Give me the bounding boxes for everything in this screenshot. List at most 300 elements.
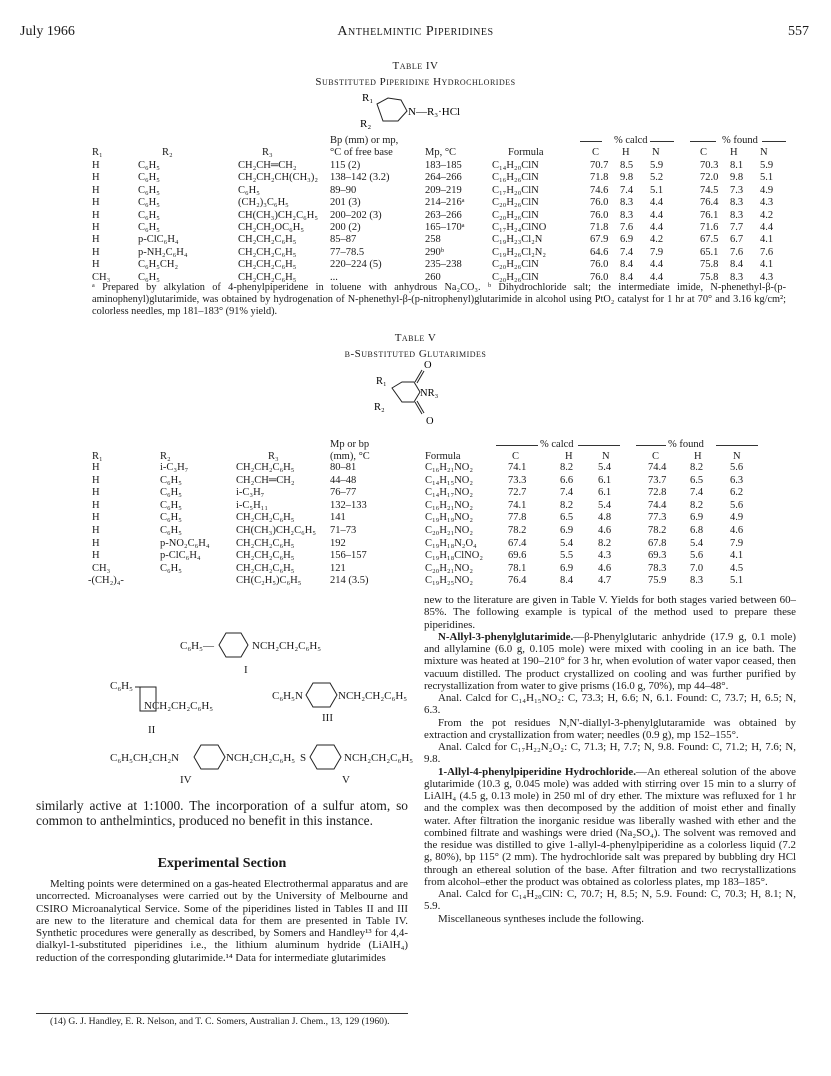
t5-hdr-r3: R₃ <box>268 451 279 462</box>
experimental-heading: Experimental Section <box>157 856 287 871</box>
table4-title: Substituted Piperidine Hydrochlorides <box>315 76 516 88</box>
page-number: 557 <box>788 24 809 39</box>
struct-IV-label: IV <box>180 774 192 786</box>
table5-cell: 4.3 <box>598 550 612 562</box>
table4-cell: CH₂CH₂C₆H₅ <box>238 259 297 271</box>
table4-cell: 258 <box>425 234 441 246</box>
table5-row <box>0 500 831 512</box>
table5-row <box>0 512 831 524</box>
table5-cell: CH(C₂H₅)C₆H₅ <box>236 575 302 587</box>
table4-cell: 7.4 <box>620 184 634 196</box>
table5-cell: 4.6 <box>730 525 744 536</box>
table4-cell: H <box>92 197 100 209</box>
table5-cell: 78.1 <box>508 562 527 574</box>
table4-cell: 4.4 <box>650 209 664 221</box>
table5-cell: p-ClC₆H₄ <box>160 550 201 562</box>
table4-cell: 8.3 <box>620 209 634 221</box>
table5-cell: H <box>92 525 100 536</box>
t4-hdr-c: C <box>592 147 600 158</box>
table4-cell: 8.4 <box>620 259 634 271</box>
table5-cell: CH₃ <box>92 562 111 574</box>
table4-cell: 7.6 <box>760 246 774 258</box>
table4-row <box>0 247 831 259</box>
table4-cell: C₁₆H₂₆ClN <box>492 172 539 184</box>
table4-cell: H <box>92 222 100 233</box>
table4-cell: CH₃ <box>92 271 111 283</box>
t4-hdr-r1: R₁ <box>92 147 103 158</box>
right-para-8: Miscellaneous syntheses include the following. <box>438 912 644 925</box>
table4-cell: 67.5 <box>700 234 719 246</box>
table4-cell: 235–238 <box>425 259 462 271</box>
table4-cell: 9.8 <box>620 172 634 184</box>
table4-cell: 7.7 <box>730 222 744 233</box>
t5-hdr-h2: H <box>694 451 702 462</box>
table5-cell: C₁₆H₂₁NO₂ <box>425 462 474 473</box>
t4-struct-r2: R₂ <box>360 118 372 130</box>
table4-cell: 8.4 <box>620 271 634 283</box>
table4-cell: CH₂CH₂CH(CH₃)₂ <box>238 172 318 184</box>
table5-cell: 44–48 <box>330 474 357 486</box>
table5-cell: C₁₉H₁₈ClNO₂ <box>425 550 483 562</box>
table5-cell: 74.4 <box>648 462 667 473</box>
table5-cell: 156–157 <box>330 550 367 562</box>
table5-cell: 78.3 <box>648 562 667 574</box>
t4-hdr-found: % found <box>722 135 758 146</box>
right-column <box>424 594 796 925</box>
table4-cell: C₂₀H₂₆ClN <box>492 209 539 221</box>
table4-cell: 7.6 <box>730 246 744 258</box>
table5-cell: 8.2 <box>560 499 574 511</box>
table5-cell: 78.2 <box>648 525 667 536</box>
table4-cell: C₆H₅ <box>138 197 160 209</box>
table4-cell: 5.2 <box>650 172 664 184</box>
table4-body <box>0 160 831 285</box>
table4-cell: C₆H₅ <box>238 184 260 196</box>
t4-hdr-h: H <box>622 147 630 158</box>
table5-cell: C₂₀H₂₁NO₂ <box>425 525 474 536</box>
table5-cell: 5.4 <box>598 462 612 473</box>
table5-cell: 72.7 <box>508 487 527 499</box>
table5-cell: H <box>92 487 100 499</box>
table5-cell: 7.4 <box>690 487 704 499</box>
table4-cell: C₆H₅ <box>138 184 160 196</box>
table4-cell: CH₂CH₂OC₆H₅ <box>238 222 304 233</box>
table4-cell: C₁₇H₂₀ClN <box>492 184 539 196</box>
table5-cell: C₆H₅ <box>160 562 182 574</box>
table4-cell: H <box>92 234 100 246</box>
table4-cell: 64.6 <box>590 246 609 258</box>
table5-cell: p-NO₂C₆H₄ <box>160 537 210 549</box>
t5-struct-r1: R₁ <box>376 376 387 387</box>
table5-cell: 6.1 <box>598 487 612 499</box>
t5-hdr-n2: N <box>733 451 741 462</box>
left-para-text: similarly active at 1:1000. The incorporation of a sulfur atom, so common to anthelmintics, produced no benefit in this instance. <box>36 798 408 829</box>
table4-cell: 4.4 <box>650 197 664 209</box>
table5-row <box>0 575 831 587</box>
table4-cell: 75.8 <box>700 259 719 271</box>
synthesis-heading-glutarimide: N-Allyl-3-phenylglutarimide. <box>438 630 574 643</box>
table4-cell: 8.3 <box>730 197 744 209</box>
table4-cell: p-ClC₆H₄ <box>138 234 179 246</box>
experimental-text: Melting points were determined on a gas-heated Electrothermal apparatus and are uncorrected. Microanalyses were carried out by the University of Melbourne and CSIRO Microanalytical Service. Some of the piperidines listed in Tables II and III are new to the literature and chemical data for them are presented in Table IV. Synthetic procedures were generally as described, by Somers and Handley¹³ for 4,4-dialkyl-1-substituted piperidines i.e., the lithium aluminum hydride (LiAlH₄) reduction of the corresponding glutarimide.¹⁴ Data for intermediate glutarimides <box>36 878 408 964</box>
t5-hdr-h: H <box>565 451 573 462</box>
table4-cell: 263–266 <box>425 209 462 221</box>
table5-cell: C₁₆H₂₁NO₂ <box>425 499 474 511</box>
table5-cell: i-C₅H₁₁ <box>236 499 268 511</box>
table5-cell: 4.8 <box>598 512 612 524</box>
t5-hdr-c2: C <box>652 451 660 462</box>
struct-V-left: S <box>300 752 307 764</box>
struct-III-left: C₆H₅N <box>272 690 303 702</box>
table4-footnote: ᵃ Prepared by alkylation of 4-phenylpiperidene in toluene with anhydrous Na₂CO₃. ᵇ Dihydrochloride salt; the intermediate imide, N-phenethyl-β-(p-aminophenyl)glutarimide, was obtained by hydrogenation of N-phenethyl-β-(p-nitrophenyl)glutarimide in alcohol using PtO₂ catalyst for 1 hr at 70° and 3.16 kg/cm²; colorless needles, mp 181–183° (91% yield). <box>92 282 786 318</box>
table5-cell: 72.8 <box>648 487 667 499</box>
table4-cell: H <box>92 172 100 184</box>
struct-I-left: C₆H₅— <box>180 640 214 652</box>
table4-cell: 220–224 (5) <box>330 259 382 271</box>
table4-cell: 200 (2) <box>330 222 361 233</box>
table5-cell: H <box>92 550 100 562</box>
table4-cell: 76.0 <box>590 271 609 283</box>
table4-cell: C₁₉H₂₆Cl₂N₂ <box>492 246 547 258</box>
table5-cell: 5.6 <box>730 462 744 473</box>
table4-cell: 8.3 <box>730 271 744 283</box>
table4-cell: 115 (2) <box>330 160 361 171</box>
running-header-date: July 1966 <box>20 24 75 39</box>
table5-cell: 5.1 <box>730 575 744 587</box>
t4-struct-n: N—R₃·HCl <box>408 106 461 118</box>
table4-cell: C₆H₅ <box>138 160 160 171</box>
table5-cell: CH₂CH₂C₆H₅ <box>236 562 295 574</box>
table4-cell: 4.4 <box>650 271 664 283</box>
table4-cell: 201 (3) <box>330 197 361 209</box>
table5-cell: H <box>92 499 100 511</box>
table4-cell: 9.8 <box>730 172 744 184</box>
table4-row <box>0 185 831 197</box>
table5-cell: C₁₄H₁₇NO₂ <box>425 487 474 499</box>
reference-14 <box>36 1016 408 1028</box>
table5-cell: C₆H₅ <box>160 487 182 499</box>
table4-cell: 89–90 <box>330 184 357 196</box>
table5-cell: H <box>92 512 100 524</box>
t4-hdr-h2: H <box>730 147 738 158</box>
table5-cell: C₁₄H₁₅NO₂ <box>425 474 474 486</box>
table4-cell: 71.8 <box>590 172 609 184</box>
table4-cell: C₁₇H₂₄ClNO <box>492 222 547 233</box>
right-para-3: Anal. Calcd for C₁₄H₁₅NO₂: C, 73.3; H, 6.6; N, 6.1. Found: C, 73.7; H, 6.5; N, 6.3. <box>424 692 796 717</box>
table5-cell: H <box>92 462 100 473</box>
table4-cell: 65.1 <box>700 246 719 258</box>
table4-cell: 6.7 <box>730 234 744 246</box>
t5-hdr-n: N <box>602 451 610 462</box>
table4-cell: 76.0 <box>590 197 609 209</box>
table4-row <box>0 234 831 246</box>
table4-cell: C₁₄H₂₀ClN <box>492 160 539 171</box>
table4-row <box>0 172 831 184</box>
table4-cell: 7.4 <box>620 246 634 258</box>
table4-cell: 6.9 <box>620 234 634 246</box>
running-header-title: Anthelmintic Piperidines <box>337 24 494 39</box>
table4-cell: 4.4 <box>650 222 664 233</box>
t5-hdr-found: % found <box>668 439 704 450</box>
t4-hdr-n: N <box>652 147 660 158</box>
table5-cell: 6.8 <box>690 525 704 536</box>
table4-cell: 74.6 <box>590 184 609 196</box>
table4-cell: 7.3 <box>730 184 744 196</box>
table5-cell: i-C₃H₇ <box>160 462 189 473</box>
table4-cell: 264–266 <box>425 172 462 184</box>
table5-cell: 69.3 <box>648 550 667 562</box>
table4-cell: 4.4 <box>650 259 664 271</box>
table5-cell: 77.3 <box>648 512 667 524</box>
table4-cell: p-NH₂C₆H₄ <box>138 246 188 258</box>
struct-II-label: II <box>148 724 156 736</box>
table5-cell: C₁₉H₂₅NO₂ <box>425 575 474 587</box>
table4-cell: 76.0 <box>590 209 609 221</box>
table4-cell: 7.9 <box>650 246 664 258</box>
table4-cell: 138–142 (3.2) <box>330 172 390 184</box>
table4-cell: 71.8 <box>590 222 609 233</box>
table5-cell: 141 <box>330 512 346 524</box>
table5-cell: 8.2 <box>598 537 612 549</box>
struct-II-right: NCH₂CH₂C₆H₅ <box>144 700 214 712</box>
table5-cell: 6.9 <box>690 512 704 524</box>
table5-cell: 6.2 <box>730 487 744 499</box>
table4-cell: 8.4 <box>730 259 744 271</box>
table5-cell: 214 (3.5) <box>330 575 369 587</box>
table4-cell: 8.3 <box>730 209 744 221</box>
table5-cell: 6.9 <box>560 525 574 536</box>
table4-cell: 8.5 <box>620 160 634 171</box>
table5-cell: 75.9 <box>648 575 667 587</box>
table4-cell: 4.3 <box>760 271 774 283</box>
table5-cell: 6.6 <box>560 474 574 486</box>
struct-V-label: V <box>342 774 350 786</box>
table4-cell: CH₂CH₂C₆H₅ <box>238 246 297 258</box>
struct-V-right: NCH₂CH₂C₆H₅ <box>344 752 414 764</box>
table5-cell: 192 <box>330 537 346 549</box>
table4-row <box>0 197 831 209</box>
thiomorpholine-ring-V <box>304 740 348 774</box>
table5-cell: 4.6 <box>598 562 612 574</box>
table4-cell: CH₂CH═CH₂ <box>238 160 297 171</box>
table4-cell: ... <box>330 271 338 283</box>
table5-cell: 5.6 <box>730 499 744 511</box>
table5-row <box>0 525 831 537</box>
table4-cell: 5.1 <box>650 184 664 196</box>
table4-cell: C₆H₅ <box>138 271 160 283</box>
table5-cell: 4.1 <box>730 550 744 562</box>
right-para-7: Anal. Calcd for C₁₄H₂₀ClN: C, 70.7; H, 8.5; N, 5.9. Found: C, 70.3; H, 8.1; N, 5.9. <box>424 888 796 913</box>
table5-cell: 5.5 <box>560 550 574 562</box>
table4-cell: 8.1 <box>730 160 744 171</box>
right-para-1: new to the literature are given in Table V. Yields for both stages varied between 60–85%. The following example is typical of the method used to prepare these piperidines. <box>424 594 796 631</box>
table5-cell: 77.8 <box>508 512 527 524</box>
table5-cell: 73.7 <box>648 474 667 486</box>
table5-title: β-Substituted Glutarimides <box>344 348 487 360</box>
table5-cell: 5.6 <box>690 550 704 562</box>
table5-cell: 6.1 <box>598 474 612 486</box>
table4-cell: 209–219 <box>425 184 462 196</box>
table5-cell: CH₂CH₂C₆H₅ <box>236 512 295 524</box>
table5-cell: 69.6 <box>508 550 527 562</box>
table5-cell: 8.2 <box>690 462 704 473</box>
experimental-paragraph <box>36 878 408 964</box>
table4-cell: 4.4 <box>760 222 774 233</box>
table5-row <box>0 550 831 562</box>
table4-cell: 71.6 <box>700 222 719 233</box>
table5-cell: 4.6 <box>598 525 612 536</box>
table5-cell: 71–73 <box>330 525 357 536</box>
table4-cell: 77–78.5 <box>330 246 365 258</box>
table5-cell: 7.0 <box>690 562 704 574</box>
table5-cell: 80–81 <box>330 462 357 473</box>
t4-hdr-bp2: °C of free base <box>330 147 393 158</box>
table4-cell: 7.6 <box>620 222 634 233</box>
t5-hdr-calcd: % calcd <box>540 439 574 450</box>
t4-hdr-bp1: Bp (mm) or mp, <box>330 135 399 146</box>
table5-cell: 8.2 <box>690 499 704 511</box>
table4-cell: 70.7 <box>590 160 609 171</box>
table4-cell: 85–87 <box>330 234 357 246</box>
table4-cell: C₆H₅ <box>138 209 160 221</box>
table5-cell: 4.5 <box>730 562 744 574</box>
table5-cell: C₆H₅ <box>160 525 182 536</box>
table5-cell: 6.9 <box>560 562 574 574</box>
table4-cell: 183–185 <box>425 160 462 171</box>
t5-hdr-mp2: (mm), °C <box>330 451 370 462</box>
t4-hdr-c2: C <box>700 147 708 158</box>
table4-cell: 74.5 <box>700 184 719 196</box>
table5-cell: 6.5 <box>560 512 574 524</box>
table5-cell: 73.3 <box>508 474 527 486</box>
table5-label: Table V <box>394 332 437 344</box>
table5-body <box>0 462 831 590</box>
t4-struct-r1: R₁ <box>362 92 374 104</box>
table4-cell: 4.1 <box>760 234 774 246</box>
table5-cell: 76–77 <box>330 487 357 499</box>
table4-piperidine-structure <box>360 90 520 132</box>
table4-row <box>0 259 831 271</box>
table5-cell: 74.4 <box>648 499 667 511</box>
table5-cell: 78.2 <box>508 525 527 536</box>
table4-row <box>0 222 831 234</box>
reference-14-text: (14) G. J. Handley, E. R. Nelson, and T. C. Somers, Australian J. Chem., 13, 129 (1960). <box>50 1016 390 1027</box>
table4-cell: 70.3 <box>700 160 719 171</box>
struct-I-right: NCH₂CH₂C₆H₅ <box>252 640 322 652</box>
table4-cell: 5.9 <box>760 160 774 171</box>
table4-cell: 4.3 <box>760 197 774 209</box>
table5-cell: CH(CH₃)CH₂C₆H₅ <box>236 525 316 536</box>
table4-cell: 4.1 <box>760 259 774 271</box>
struct-IV-right: NCH₂CH₂C₆H₅ <box>226 752 296 764</box>
table4-cell: CH(CH₃)CH₂C₆H₅ <box>238 209 318 221</box>
table5-cell: 5.4 <box>560 537 574 549</box>
table5-cell: 5.4 <box>690 537 704 549</box>
table5-cell: 67.4 <box>508 537 527 549</box>
table5-cell: CH₂CH₂C₆H₅ <box>236 462 295 473</box>
table4-cell: H <box>92 160 100 171</box>
t5-hdr-r1: R₁ <box>92 451 103 462</box>
struct-IV-left: C₆H₅CH₂CH₂N <box>110 752 180 764</box>
table4-cell: 5.1 <box>760 172 774 184</box>
table5-cell: 7.4 <box>560 487 574 499</box>
table5-row <box>0 475 831 487</box>
t4-hdr-calcd: % calcd <box>614 135 648 146</box>
table5-cell: 4.9 <box>730 512 744 524</box>
t5-hdr-r2: R₂ <box>160 451 171 462</box>
table5-cell: CH₂CH═CH₂ <box>236 474 295 486</box>
table4-cell: C₆H₅ <box>138 222 160 233</box>
table4-cell: (CH₂)₃C₆H₅ <box>238 197 289 209</box>
table5-row <box>0 487 831 499</box>
struct-II-left: C₆H₅ <box>110 680 133 692</box>
table5-cell: 8.3 <box>690 575 704 587</box>
table5-row <box>0 462 831 474</box>
table5-cell: 6.5 <box>690 474 704 486</box>
table4-row <box>0 160 831 172</box>
table4-cell: 200–202 (3) <box>330 209 382 221</box>
table5-cell: H <box>92 474 100 486</box>
table4-cell: 76.4 <box>700 197 719 209</box>
table4-cell: H <box>92 184 100 196</box>
table4-cell: 76.0 <box>590 259 609 271</box>
right-para-4: From the pot residues N,N'-diallyl-3-phenylglutaramide was obtained by extraction and crystallization from water; needles (0.9 g), mp 152–155°. <box>424 716 796 741</box>
table4-cell: C₂₀H₂₆ClN <box>492 271 539 283</box>
table4-cell: 290ᵇ <box>425 246 445 258</box>
table4-cell: 260 <box>425 271 441 283</box>
table5-cell: 7.9 <box>730 537 744 549</box>
piperidine-ring-I <box>214 628 254 662</box>
t5-struct-o1: O <box>424 360 432 371</box>
table5-cell: i-C₃H₇ <box>236 487 265 499</box>
table4-cell: CH₂CH₂C₆H₅ <box>238 271 297 283</box>
table5-cell: H <box>92 537 100 549</box>
table5-cell: 76.4 <box>508 575 527 587</box>
table5-cell: 74.1 <box>508 462 527 473</box>
table4-cell: 214–216ᵃ <box>425 197 465 209</box>
table4-cell: C₁₉H₂₃Cl₂N <box>492 234 543 246</box>
table5-row <box>0 563 831 575</box>
table5-cell: C₂₀H₂₁NO₂ <box>425 562 474 574</box>
table4-cell: 67.9 <box>590 234 609 246</box>
table5-cell: CH₂CH₂C₆H₅ <box>236 550 295 562</box>
struct-III-label: III <box>322 712 333 724</box>
table5-cell: 121 <box>330 562 346 574</box>
t5-hdr-mp1: Mp or bp <box>330 439 370 450</box>
table5-cell: C₆H₅ <box>160 499 182 511</box>
table4-cell: H <box>92 246 100 258</box>
table4-cell: 72.0 <box>700 172 719 184</box>
right-para-6: —An ethereal solution of the above glutarimide (10.3 g, 0.045 mole) was added with stirring over 15 min to a slurry of LiAlH₄ (4.5 g, 0.13 mole) in 250 ml of dry ether. The mixture was refluxed for 1 hr and the complex was then decomposed by the addition of moist ether and finally water. After filtration the inorganic residue was liberally washed with ether and the combined filtrate and washings were dried (Na₂SO₄). The solvent was removed and the residue was distilled to give 1-allyl-4-phenylpiperidine as a colorless liquid (7.2 g, 80%), bp 115° (2 mm). The hydrochloride salt was prepared by bubbling dry HCl through an ethereal solution of the base. After filtration and two recrystallizations from alcohol–ether the product was obtained as colorless plates, mp 183–185°. <box>424 765 796 888</box>
table4-cell: 4.2 <box>650 234 664 246</box>
table5-cell: -(CH₂)₄- <box>88 575 124 587</box>
right-para-2: —β-Phenylglutaric anhydride (17.9 g, 0.1 mole) and allylamine (6.0 g, 0.105 mole) were mixed with cooling in an ice bath. The mixture was heated at 190–210° for 3 hr, when evolution of water vapor ceased, then vacuum distilled. The product crystallized on cooling and was further purified by recrystallization from water to give prisms (16.0 g, 70%), mp 44–48°. <box>424 630 796 692</box>
struct-III-right: NCH₂CH₂C₆H₅ <box>338 690 408 702</box>
table4-cell: C₆H₅CH₂ <box>138 259 179 271</box>
table5-cell: 6.3 <box>730 474 744 486</box>
t4-hdr-r2: R₂ <box>162 147 173 158</box>
t5-struct-o2: O <box>426 416 434 427</box>
table5-cell: 8.4 <box>560 575 574 587</box>
table5-cell: 67.8 <box>648 537 667 549</box>
table5-glutarimide-structure <box>370 356 490 436</box>
table5-cell: 5.4 <box>598 499 612 511</box>
table5-cell: 4.7 <box>598 575 612 587</box>
t5-hdr-c: C <box>512 451 520 462</box>
t4-hdr-r3: R₃ <box>262 147 273 158</box>
table4-cell: 4.2 <box>760 209 774 221</box>
table5-cell: C₆H₅ <box>160 474 182 486</box>
